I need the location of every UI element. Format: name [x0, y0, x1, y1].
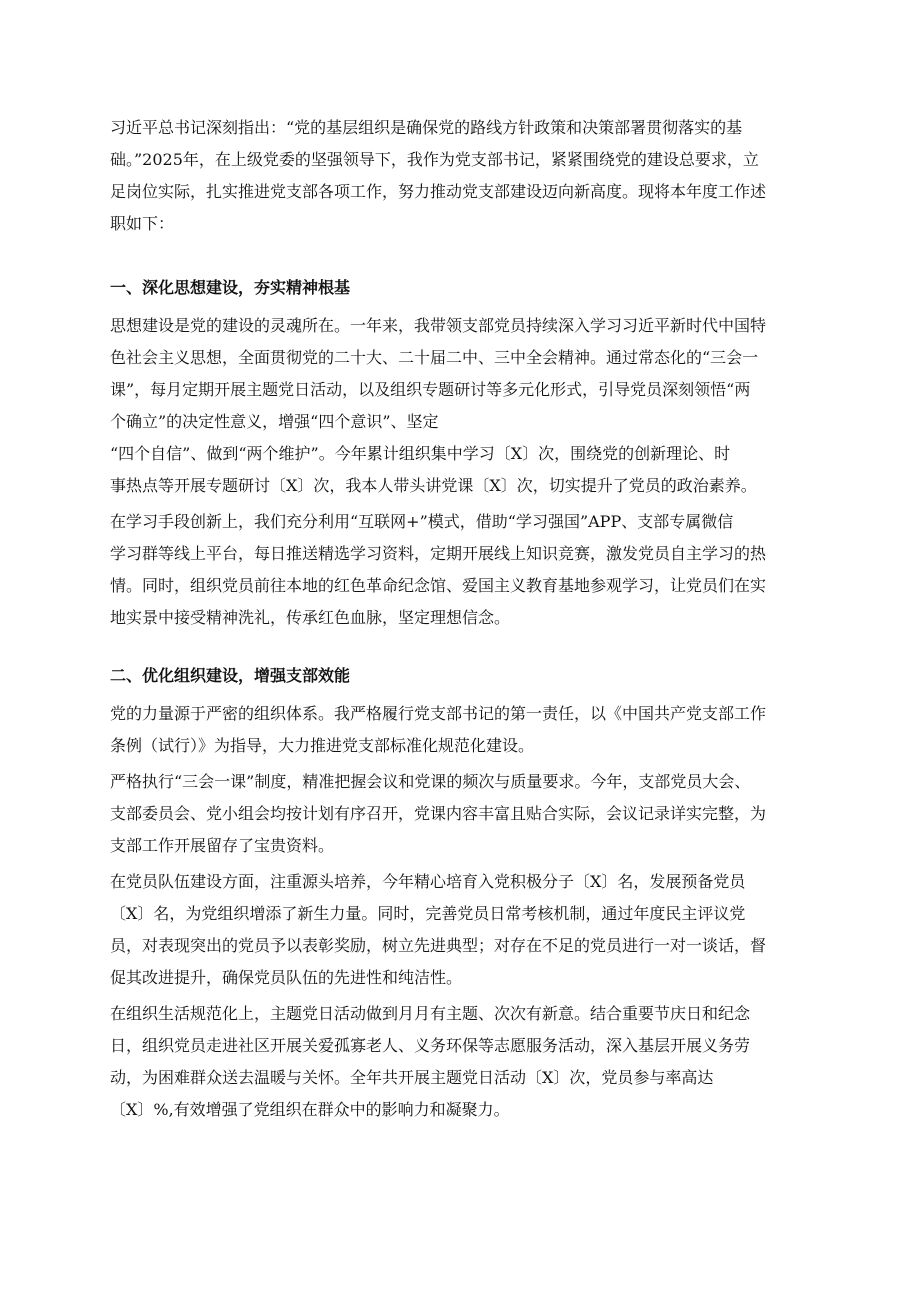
- section-2-heading: 二、优化组织建设，增强支部效能: [110, 666, 351, 685]
- intro-line: 习近平总书记深刻指出：“党的基层组织是确保党的路线方针政策和决策部署贯彻落实的基: [110, 118, 743, 137]
- paragraph-line: 地实景中接受精神洗礼，传承红色血脉，坚定理想信念。: [110, 608, 511, 627]
- paragraph-line: 员，对表现突出的党员予以表彰奖励，树立先进典型；对存在不足的党员进行一对一谈话，督: [110, 936, 767, 955]
- paragraph-line: 促其改进提升，确保党员队伍的先进性和纯洁性。: [110, 968, 463, 987]
- section-2-paragraph-2: [110, 766, 810, 862]
- paragraph-line: 〔X〕名，为党组织增添了新生力量。同时，完善党员日常考核机制，通过年度民主评议党: [110, 904, 746, 923]
- section-1-paragraph-2: [110, 506, 810, 634]
- paragraph-line: 动，为困难群众送去温暖与关怀。全年共开展主题党日活动〔X〕次，党员参与率高达: [110, 1068, 714, 1087]
- paragraph-line: 条例（试行）》为指导，大力推进党支部标准化规范化建设。: [110, 736, 535, 755]
- paragraph-line: 严格执行“三会一课”制度，精准把握会议和党课的频次与质量要求。今年，支部党员大会、: [110, 772, 751, 791]
- intro-line: 足岗位实际，扎实推进党支部各项工作，努力推动党支部建设迈向新高度。现将本年度工作述: [110, 182, 767, 201]
- paragraph-line: 情。同时，组织党员前往本地的红色革命纪念馆、爱国主义教育基地参观学习，让党员们在实: [110, 576, 767, 595]
- paragraph-line: 在学习手段创新上，我们充分利用“互联网+”模式，借助“学习强国”APP、支部专属微信: [110, 512, 734, 531]
- paragraph-line: 在党员队伍建设方面，注重源头培养，今年精心培育入党积极分子〔X〕名，发展预备党员: [110, 872, 746, 891]
- intro-line: 础。”2025年，在上级党委的坚强领导下，我作为党支部书记，紧紧围绕党的建设总要求，立: [110, 150, 759, 169]
- paragraph-line: 学习群等线上平台，每日推送精选学习资料，定期开展线上知识竞赛，激发党员自主学习的热: [110, 544, 767, 563]
- paragraph-line: 思想建设是党的建设的灵魂所在。一年来，我带领支部党员持续深入学习习近平新时代中国特: [110, 316, 767, 335]
- intro-paragraph: [110, 112, 810, 240]
- section-2-paragraph-3: [110, 866, 810, 994]
- paragraph-line: 〔X〕%,有效增强了党组织在群众中的影响力和凝聚力。: [110, 1100, 510, 1119]
- paragraph-line: 党的力量源于严密的组织体系。我严格履行党支部书记的第一责任，以《中国共产党支部工作: [110, 704, 767, 723]
- paragraph-line: 事热点等开展专题研讨〔X〕次，我本人带头讲党课〔X〕次，切实提升了党员的政治素养。: [110, 476, 757, 495]
- intro-line: 职如下：: [110, 214, 175, 233]
- paragraph-line: 日，组织党员走进社区开展关爱孤寡老人、义务环保等志愿服务活动，深入基层开展义务劳: [110, 1036, 751, 1055]
- document-page: [110, 112, 810, 1126]
- paragraph-line: 支部工作开展留存了宝贵资料。: [110, 836, 335, 855]
- section-2-paragraph-1: [110, 698, 810, 762]
- paragraph-line: 在组织生活规范化上，主题党日活动做到月月有主题、次次有新意。结合重要节庆日和纪念: [110, 1004, 751, 1023]
- paragraph-line: 课”，每月定期开展主题党日活动，以及组织专题研讨等多元化形式，引导党员深刻领悟“两: [110, 380, 751, 399]
- section-1-heading: 一、深化思想建设，夯实精神根基: [110, 278, 351, 297]
- paragraph-line: 色社会主义思想，全面贯彻党的二十大、二十届二中、三中全会精神。通过常态化的“三会一: [110, 348, 759, 367]
- paragraph-line: “四个自信”、做到“两个维护”。今年累计组织集中学习〔X〕次，围绕党的创新理论、时: [110, 444, 731, 463]
- paragraph-line: 个确立”的决定性意义，增强“四个意识”、坚定: [110, 412, 439, 431]
- section-2-paragraph-4: [110, 998, 810, 1126]
- paragraph-line: 支部委员会、党小组会均按计划有序召开，党课内容丰富且贴合实际，会议记录详实完整，为: [110, 804, 767, 823]
- section-1-paragraph-1: [110, 310, 810, 502]
